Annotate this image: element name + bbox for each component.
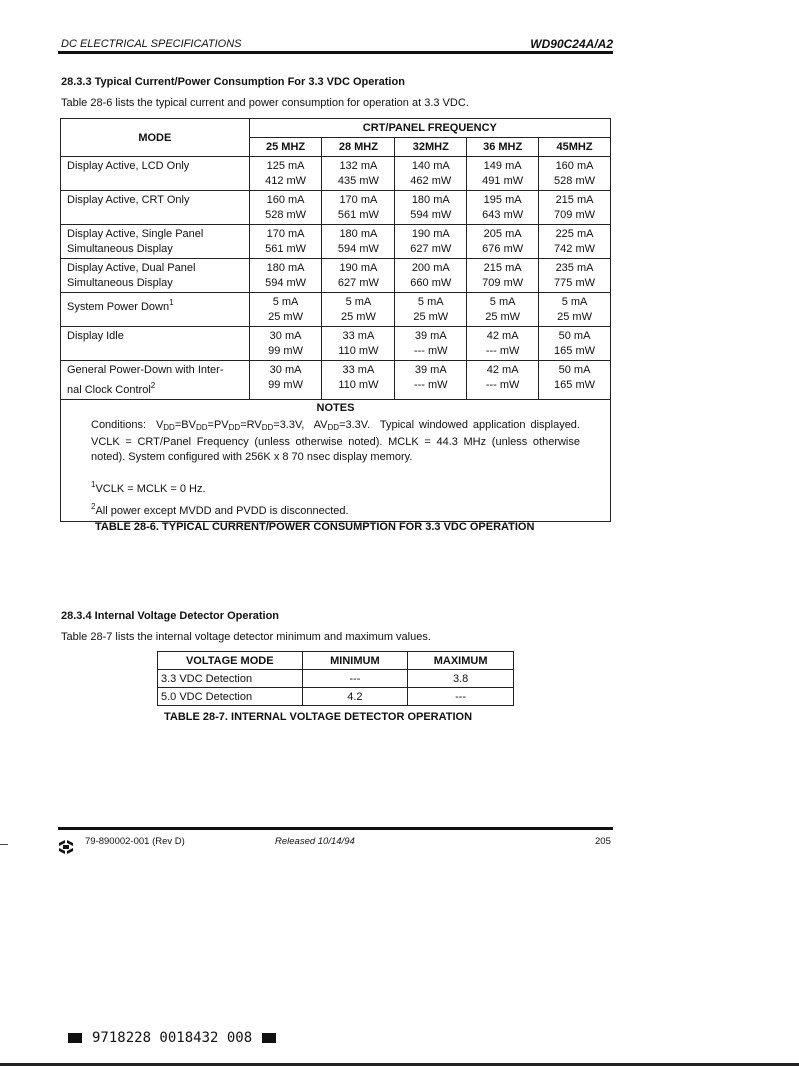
current-value: 225 mA xyxy=(555,228,594,240)
current-value: 42 mA xyxy=(486,364,519,376)
notes-conditions: Conditions: $V_{DD}=BV_{DD}=PV_{DD}=RV_{DD}=3.3V$, $AV_{DD}=3.3V$. Typical windowed application displayed. VCLK = CRT/Panel Frequency (unless otherwise noted). MCLK = 44.3 MHz (unless otherwise noted). System configured with 256K x 8 70 nsec display memory. xyxy=(91,419,580,463)
frequency-column-header: 25 MHZ xyxy=(249,138,322,157)
mode-line: General Power-Down with Inter- xyxy=(67,364,224,376)
mode-cell xyxy=(61,225,250,259)
maximum-cell: 3.8 xyxy=(408,670,514,688)
barcode-block-left xyxy=(68,1033,82,1043)
table-row xyxy=(158,688,514,706)
current-value: 125 mA xyxy=(266,160,305,172)
footnote-1: $^1$VCLK = MCLK = 0 Hz. xyxy=(91,480,206,495)
mode-cell xyxy=(61,361,250,400)
footer-page-number: 205 xyxy=(595,836,611,847)
power-value: 462 mW xyxy=(410,175,452,187)
mode-line: System Power Down$^1$ xyxy=(67,298,174,313)
power-value: --- mW xyxy=(413,345,448,357)
consumption-cell xyxy=(249,157,322,191)
power-value: 99 mW xyxy=(268,345,303,357)
section-intro-28-3-4: Table 28-7 lists the internal voltage detector minimum and maximum values. xyxy=(61,631,431,643)
power-value: 627 mW xyxy=(410,243,452,255)
current-power-table xyxy=(60,118,611,522)
power-value: 561 mW xyxy=(265,243,307,255)
frequency-column-header: 36 MHZ xyxy=(467,138,539,157)
mode-line: Simultaneous Display xyxy=(67,243,173,255)
consumption-cell xyxy=(539,157,611,191)
consumption-cell xyxy=(249,361,322,400)
current-value: 5 mA xyxy=(489,296,516,308)
consumption-cell xyxy=(395,361,467,400)
consumption-cell xyxy=(539,191,611,225)
consumption-cell xyxy=(395,293,467,327)
mode-line: Display Active, Dual Panel xyxy=(67,262,196,274)
consumption-cell xyxy=(249,191,322,225)
barcode-number: 9718228 0018432 008 xyxy=(92,1030,253,1046)
power-value: --- mW xyxy=(485,379,520,391)
maximum-header: MAXIMUM xyxy=(408,652,514,670)
barcode-block-right xyxy=(262,1033,276,1043)
consumption-cell xyxy=(322,259,395,293)
current-value: 170 mA xyxy=(266,228,305,240)
table-row xyxy=(61,225,611,259)
consumption-cell xyxy=(467,259,539,293)
consumption-cell xyxy=(539,327,611,361)
power-value: 99 mW xyxy=(268,379,303,391)
current-value: 132 mA xyxy=(339,160,378,172)
current-value: 149 mA xyxy=(483,160,522,172)
footer-rule xyxy=(58,827,613,830)
current-value: 180 mA xyxy=(411,194,450,206)
voltage-mode-header: VOLTAGE MODE xyxy=(158,652,303,670)
consumption-cell xyxy=(467,361,539,400)
current-value: 200 mA xyxy=(411,262,450,274)
voltage-detector-table xyxy=(157,651,514,706)
current-value: 160 mA xyxy=(266,194,305,206)
consumption-cell xyxy=(249,225,322,259)
consumption-cell xyxy=(249,293,322,327)
current-value: 190 mA xyxy=(411,228,450,240)
power-value: 25 mW xyxy=(268,311,303,323)
mode-cell xyxy=(61,191,250,225)
current-value: 33 mA xyxy=(342,330,375,342)
consumption-cell xyxy=(395,259,467,293)
current-value: 215 mA xyxy=(555,194,594,206)
power-value: 25 mW xyxy=(413,311,449,323)
power-value: 528 mW xyxy=(554,175,596,187)
current-value: 235 mA xyxy=(555,262,594,274)
table-row xyxy=(61,293,611,327)
consumption-cell xyxy=(539,361,611,400)
consumption-cell xyxy=(395,157,467,191)
footnote-mark: 1 xyxy=(169,298,174,307)
consumption-cell xyxy=(539,293,611,327)
frequency-column-header: 45MHZ xyxy=(539,138,611,157)
footnote-2: $^2$All power except MVDD and PVDD is disconnected. xyxy=(91,502,349,517)
current-value: 5 mA xyxy=(345,296,372,308)
power-value: 165 mW xyxy=(554,345,596,357)
current-value: 140 mA xyxy=(411,160,450,172)
table-28-6-caption: TABLE 28-6. TYPICAL CURRENT/POWER CONSUMPTION FOR 3.3 VDC OPERATION xyxy=(95,521,535,533)
current-value: 39 mA xyxy=(414,330,447,342)
power-value: 25 mW xyxy=(340,311,376,323)
current-value: 180 mA xyxy=(339,228,378,240)
consumption-cell xyxy=(539,225,611,259)
power-value: 676 mW xyxy=(482,243,524,255)
current-value: 195 mA xyxy=(483,194,522,206)
consumption-cell xyxy=(249,259,322,293)
mode-line: Display Active, Single Panel xyxy=(67,228,204,240)
current-value: 42 mA xyxy=(486,330,519,342)
power-value: 412 mW xyxy=(265,175,307,187)
power-value: --- mW xyxy=(413,379,448,391)
consumption-cell xyxy=(395,225,467,259)
consumption-cell xyxy=(395,191,467,225)
minimum-header: MINIMUM xyxy=(302,652,408,670)
current-value: 170 mA xyxy=(339,194,378,206)
current-value: 30 mA xyxy=(269,330,302,342)
header-section-title: DC ELECTRICAL SPECIFICATIONS xyxy=(61,38,242,50)
section-intro-28-3-3: Table 28-6 lists the typical current and power consumption for operation at 3.3 VDC. xyxy=(61,97,469,109)
consumption-cell xyxy=(322,225,395,259)
current-value: 30 mA xyxy=(269,364,302,376)
minimum-cell: 4.2 xyxy=(302,688,408,706)
consumption-cell xyxy=(322,293,395,327)
frequency-column-header: 32MHZ xyxy=(395,138,467,157)
consumption-cell xyxy=(322,361,395,400)
mode-cell xyxy=(61,157,250,191)
current-value: 180 mA xyxy=(266,262,305,274)
current-value: 160 mA xyxy=(555,160,594,172)
consumption-cell xyxy=(322,157,395,191)
barcode-strip xyxy=(68,1030,276,1046)
table-row xyxy=(158,670,514,688)
margin-tick xyxy=(0,844,8,845)
table-row xyxy=(61,157,611,191)
footer-release-date: Released 10/14/94 xyxy=(275,836,355,847)
current-value: 50 mA xyxy=(558,364,591,376)
minimum-cell: --- xyxy=(302,670,408,688)
power-value: 435 mW xyxy=(337,175,379,187)
consumption-cell xyxy=(467,293,539,327)
footnote-mark: 2 xyxy=(150,381,156,390)
mode-line: Display Active, LCD Only xyxy=(67,160,190,172)
frequency-column-header: 28 MHZ xyxy=(322,138,395,157)
power-value: --- mW xyxy=(485,345,520,357)
power-value: 110 mW xyxy=(338,345,379,357)
consumption-cell xyxy=(249,327,322,361)
power-value: 709 mW xyxy=(482,277,524,289)
current-value: 5 mA xyxy=(417,296,444,308)
power-value: 25 mW xyxy=(557,311,592,323)
power-value: 775 mW xyxy=(554,277,596,289)
section-heading-28-3-4: 28.3.4 Internal Voltage Detector Operation xyxy=(61,610,280,622)
current-value: 5 mA xyxy=(272,296,299,308)
power-value: 643 mW xyxy=(482,209,524,221)
table-row xyxy=(61,361,611,400)
power-value: 742 mW xyxy=(554,243,596,255)
table-row xyxy=(61,259,611,293)
company-logo-icon xyxy=(58,839,74,855)
current-value: 50 mA xyxy=(558,330,591,342)
power-value: 627 mW xyxy=(337,277,379,289)
consumption-cell xyxy=(467,191,539,225)
current-value: 205 mA xyxy=(483,228,522,240)
mode-cell xyxy=(61,293,250,327)
voltage-mode-cell: 5.0 VDC Detection xyxy=(158,688,303,706)
mode-line: Display Idle xyxy=(67,330,124,342)
mode-cell xyxy=(61,327,250,361)
voltage-mode-cell: 3.3 VDC Detection xyxy=(158,670,303,688)
notes-title: NOTES xyxy=(316,402,355,414)
power-value: 528 mW xyxy=(265,209,307,221)
consumption-cell xyxy=(322,327,395,361)
section-heading-28-3-3: 28.3.3 Typical Current/Power Consumption For 3.3 VDC Operation xyxy=(61,76,405,88)
power-value: 491 mW xyxy=(482,175,524,187)
consumption-cell xyxy=(467,157,539,191)
power-value: 165 mW xyxy=(554,379,596,391)
current-value: 215 mA xyxy=(483,262,522,274)
current-value: 5 mA xyxy=(561,296,588,308)
frequency-group-header: CRT/PANEL FREQUENCY xyxy=(249,119,610,138)
table-row xyxy=(61,191,611,225)
power-value: 561 mW xyxy=(337,209,379,221)
power-value: 594 mW xyxy=(410,209,452,221)
power-value: 110 mW xyxy=(338,379,379,391)
consumption-cell xyxy=(322,191,395,225)
table-row xyxy=(61,327,611,361)
consumption-cell xyxy=(467,327,539,361)
current-value: 33 mA xyxy=(342,364,375,376)
consumption-cell xyxy=(467,225,539,259)
header-part-number: WD90C24A/A2 xyxy=(530,37,613,51)
consumption-cell xyxy=(539,259,611,293)
maximum-cell: --- xyxy=(408,688,514,706)
footer-document-number: 79-890002-001 (Rev D) xyxy=(85,836,185,847)
mode-line: nal Clock Control$^2$ xyxy=(67,381,156,396)
current-value: 190 mA xyxy=(339,262,378,274)
power-value: 660 mW xyxy=(410,277,452,289)
consumption-cell xyxy=(395,327,467,361)
power-value: 709 mW xyxy=(554,209,596,221)
mode-line: Simultaneous Display xyxy=(67,277,173,289)
mode-line: Display Active, CRT Only xyxy=(67,194,190,206)
table-28-7-caption: TABLE 28-7. INTERNAL VOLTAGE DETECTOR OPERATION xyxy=(164,711,473,723)
mode-cell xyxy=(61,259,250,293)
current-value: 39 mA xyxy=(414,364,447,376)
mode-column-header: MODE xyxy=(61,119,250,157)
header-rule xyxy=(58,51,613,54)
notes-cell xyxy=(61,400,611,522)
power-value: 594 mW xyxy=(265,277,307,289)
power-value: 25 mW xyxy=(485,311,521,323)
power-value: 594 mW xyxy=(337,243,379,255)
